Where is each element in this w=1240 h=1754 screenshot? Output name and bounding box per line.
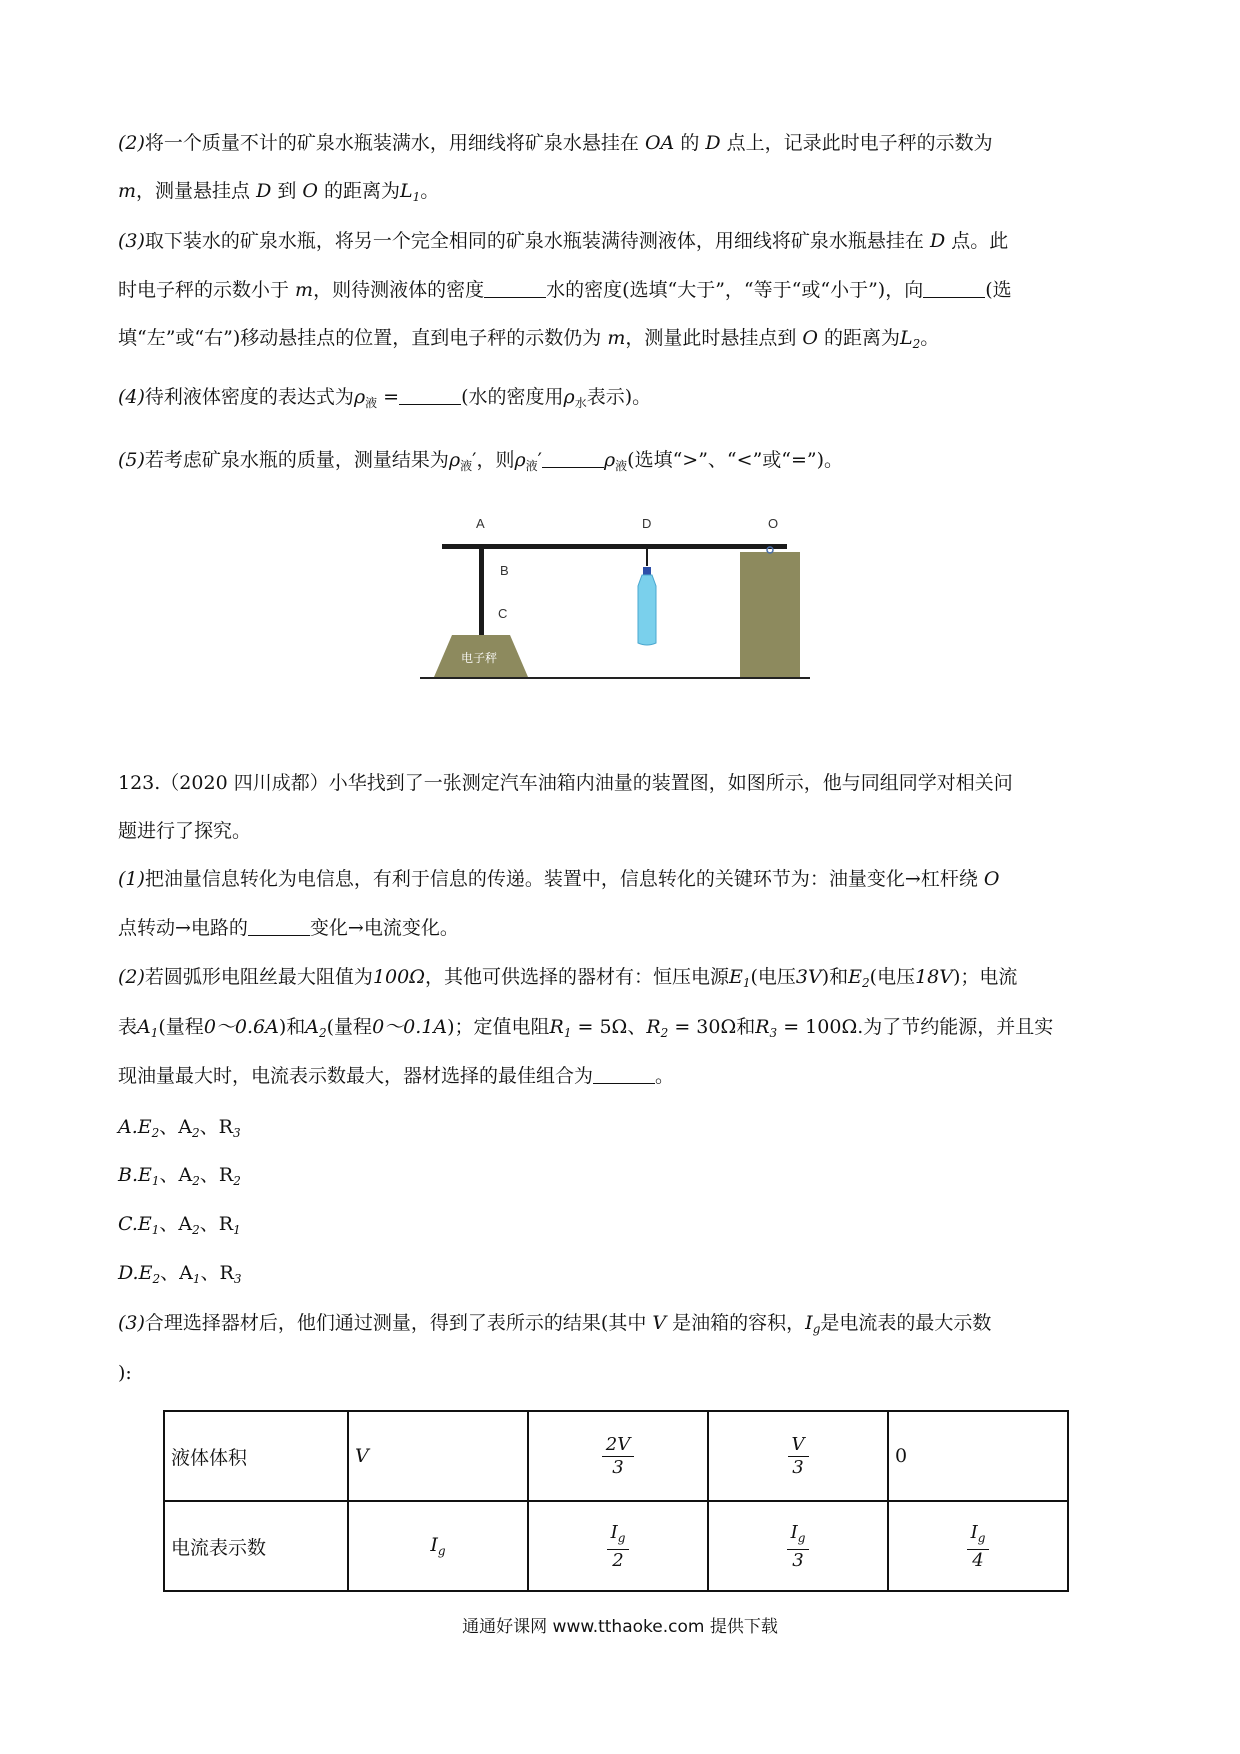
option-d: $D.E_2$、$A_1$、$R_3$ [118, 1262, 242, 1286]
table-row [164, 1501, 1068, 1591]
table-cell-label: 电流表示数 [164, 1501, 348, 1591]
bottle-cap [643, 567, 651, 575]
part3-line1: (3)取下装水的矿泉水瓶，将另一个完全相同的矿泉水瓶装满待测液体，用细线将矿泉水瓶悬挂在 D 点。此 [118, 230, 1009, 252]
blank [399, 386, 461, 405]
vertical-rod [479, 549, 484, 635]
option-a: $A.E_2$、$A_2$、$R_3$ [118, 1116, 241, 1140]
q123-line2: 题进行了探究。 [118, 820, 252, 842]
sub2-line2: 表$A_1$(量程0～0.6A)和$A_2$(量程0～0.1A)；定值电阻$R_1 = 5\Omega$、$R_2 = 30\Omega$和$R_3 = 100\Omega$.为了节约能源，并且实 [118, 1016, 1054, 1040]
sub3-line2: ): [118, 1362, 132, 1384]
lever-scale-figure [418, 510, 818, 690]
fraction: $\frac{I_g}{2}$ [607, 1522, 630, 1572]
table-cell [888, 1501, 1068, 1591]
part3-line2: 时电子秤的示数小于 m，则待测液体的密度 水的密度(选填“大于”，“等于“或“小于”)，向 (选 [118, 279, 1012, 301]
option-b: $B.E_1$、$A_2$、$R_2$ [118, 1164, 241, 1188]
blank [248, 917, 310, 936]
sub1-line2: 点转动→电路的 变化→电流变化。 [118, 917, 459, 939]
lever-bar [442, 544, 787, 549]
scale-label: 电子秤 [461, 651, 498, 665]
table-cell [528, 1411, 708, 1501]
table-cell: $I_g$ [348, 1501, 528, 1591]
blank [542, 449, 604, 468]
sub3-line1: (3)合理选择器材后，他们通过测量，得到了表所示的结果(其中 V 是油箱的容积，$I_g$是电流表的最大示数 [118, 1312, 992, 1336]
blank [923, 279, 985, 298]
fraction: $\frac{2V}{3}$ [602, 1434, 634, 1479]
blank [593, 1065, 655, 1084]
page-footer: 通通好课网 www.tthaoke.com 提供下载 [462, 1617, 778, 1637]
table-cell: V [348, 1411, 528, 1501]
fraction: $\frac{I_g}{4}$ [967, 1522, 990, 1572]
q123-line1: 123.（2020 四川成都）小华找到了一张测定汽车油箱内油量的装置图，如图所示，他与同组同学对相关问 [118, 772, 1013, 794]
part2-line2: m，测量悬挂点 D 到 O 的距离为$L_1$。 [118, 180, 440, 204]
sub1-line1: (1)把油量信息转化为电信息，有利于信息的传递。装置中，信息转化的关键环节为：油量变化→杠杆绕 O [118, 868, 1000, 890]
label-O: O [768, 516, 779, 531]
sub2-line3: 现油量最大时，电流表示数最大，器材选择的最佳组合为 。 [118, 1065, 675, 1087]
table-row [164, 1411, 1068, 1501]
table-cell [708, 1411, 888, 1501]
table-cell-label: 液体体积 [164, 1411, 348, 1501]
part3-line3: 填“左”或“右”)移动悬挂点的位置，直到电子秤的示数仍为 m，测量此时悬挂点到 O 的距离为$L_2$。 [118, 327, 940, 351]
table-cell [528, 1501, 708, 1591]
table-cell: 0 [888, 1411, 1068, 1501]
option-c: $C.E_1$、$A_2$、$R_1$ [118, 1213, 241, 1237]
sub2-line1: (2)若圆弧形电阻丝最大阻值为100Ω，其他可供选择的器材有：恒压电源$E_1$(电压3V)和$E_2$(电压18V)；电流 [118, 966, 1018, 990]
label-A: A [476, 516, 485, 531]
water-bottle [638, 575, 656, 645]
label-B: B [500, 563, 509, 578]
table-cell [708, 1501, 888, 1591]
label-D: D [642, 516, 652, 531]
fraction: $\frac{V}{3}$ [788, 1434, 809, 1479]
fraction: $\frac{I_g}{3}$ [787, 1522, 810, 1572]
pivot-support-block [740, 552, 800, 677]
part4: (4)待利液体密度的表达式为$\rho_液$ = (水的密度用$\rho_水$表示)。 [118, 386, 652, 410]
label-C: C [498, 606, 508, 621]
part2-line1: (2)将一个质量不计的矿泉水瓶装满水，用细线将矿泉水悬挂在 OA 的 D 点上，记录此时电子秤的示数为 [118, 132, 993, 154]
volume-current-table [163, 1410, 1069, 1592]
blank [484, 279, 546, 298]
part5: (5)若考虑矿泉水瓶的质量，测量结果为$\rho_液'$，则$\rho_液'$ $\rho_液$(选填“>”、“<”或“=”)。 [118, 449, 844, 473]
